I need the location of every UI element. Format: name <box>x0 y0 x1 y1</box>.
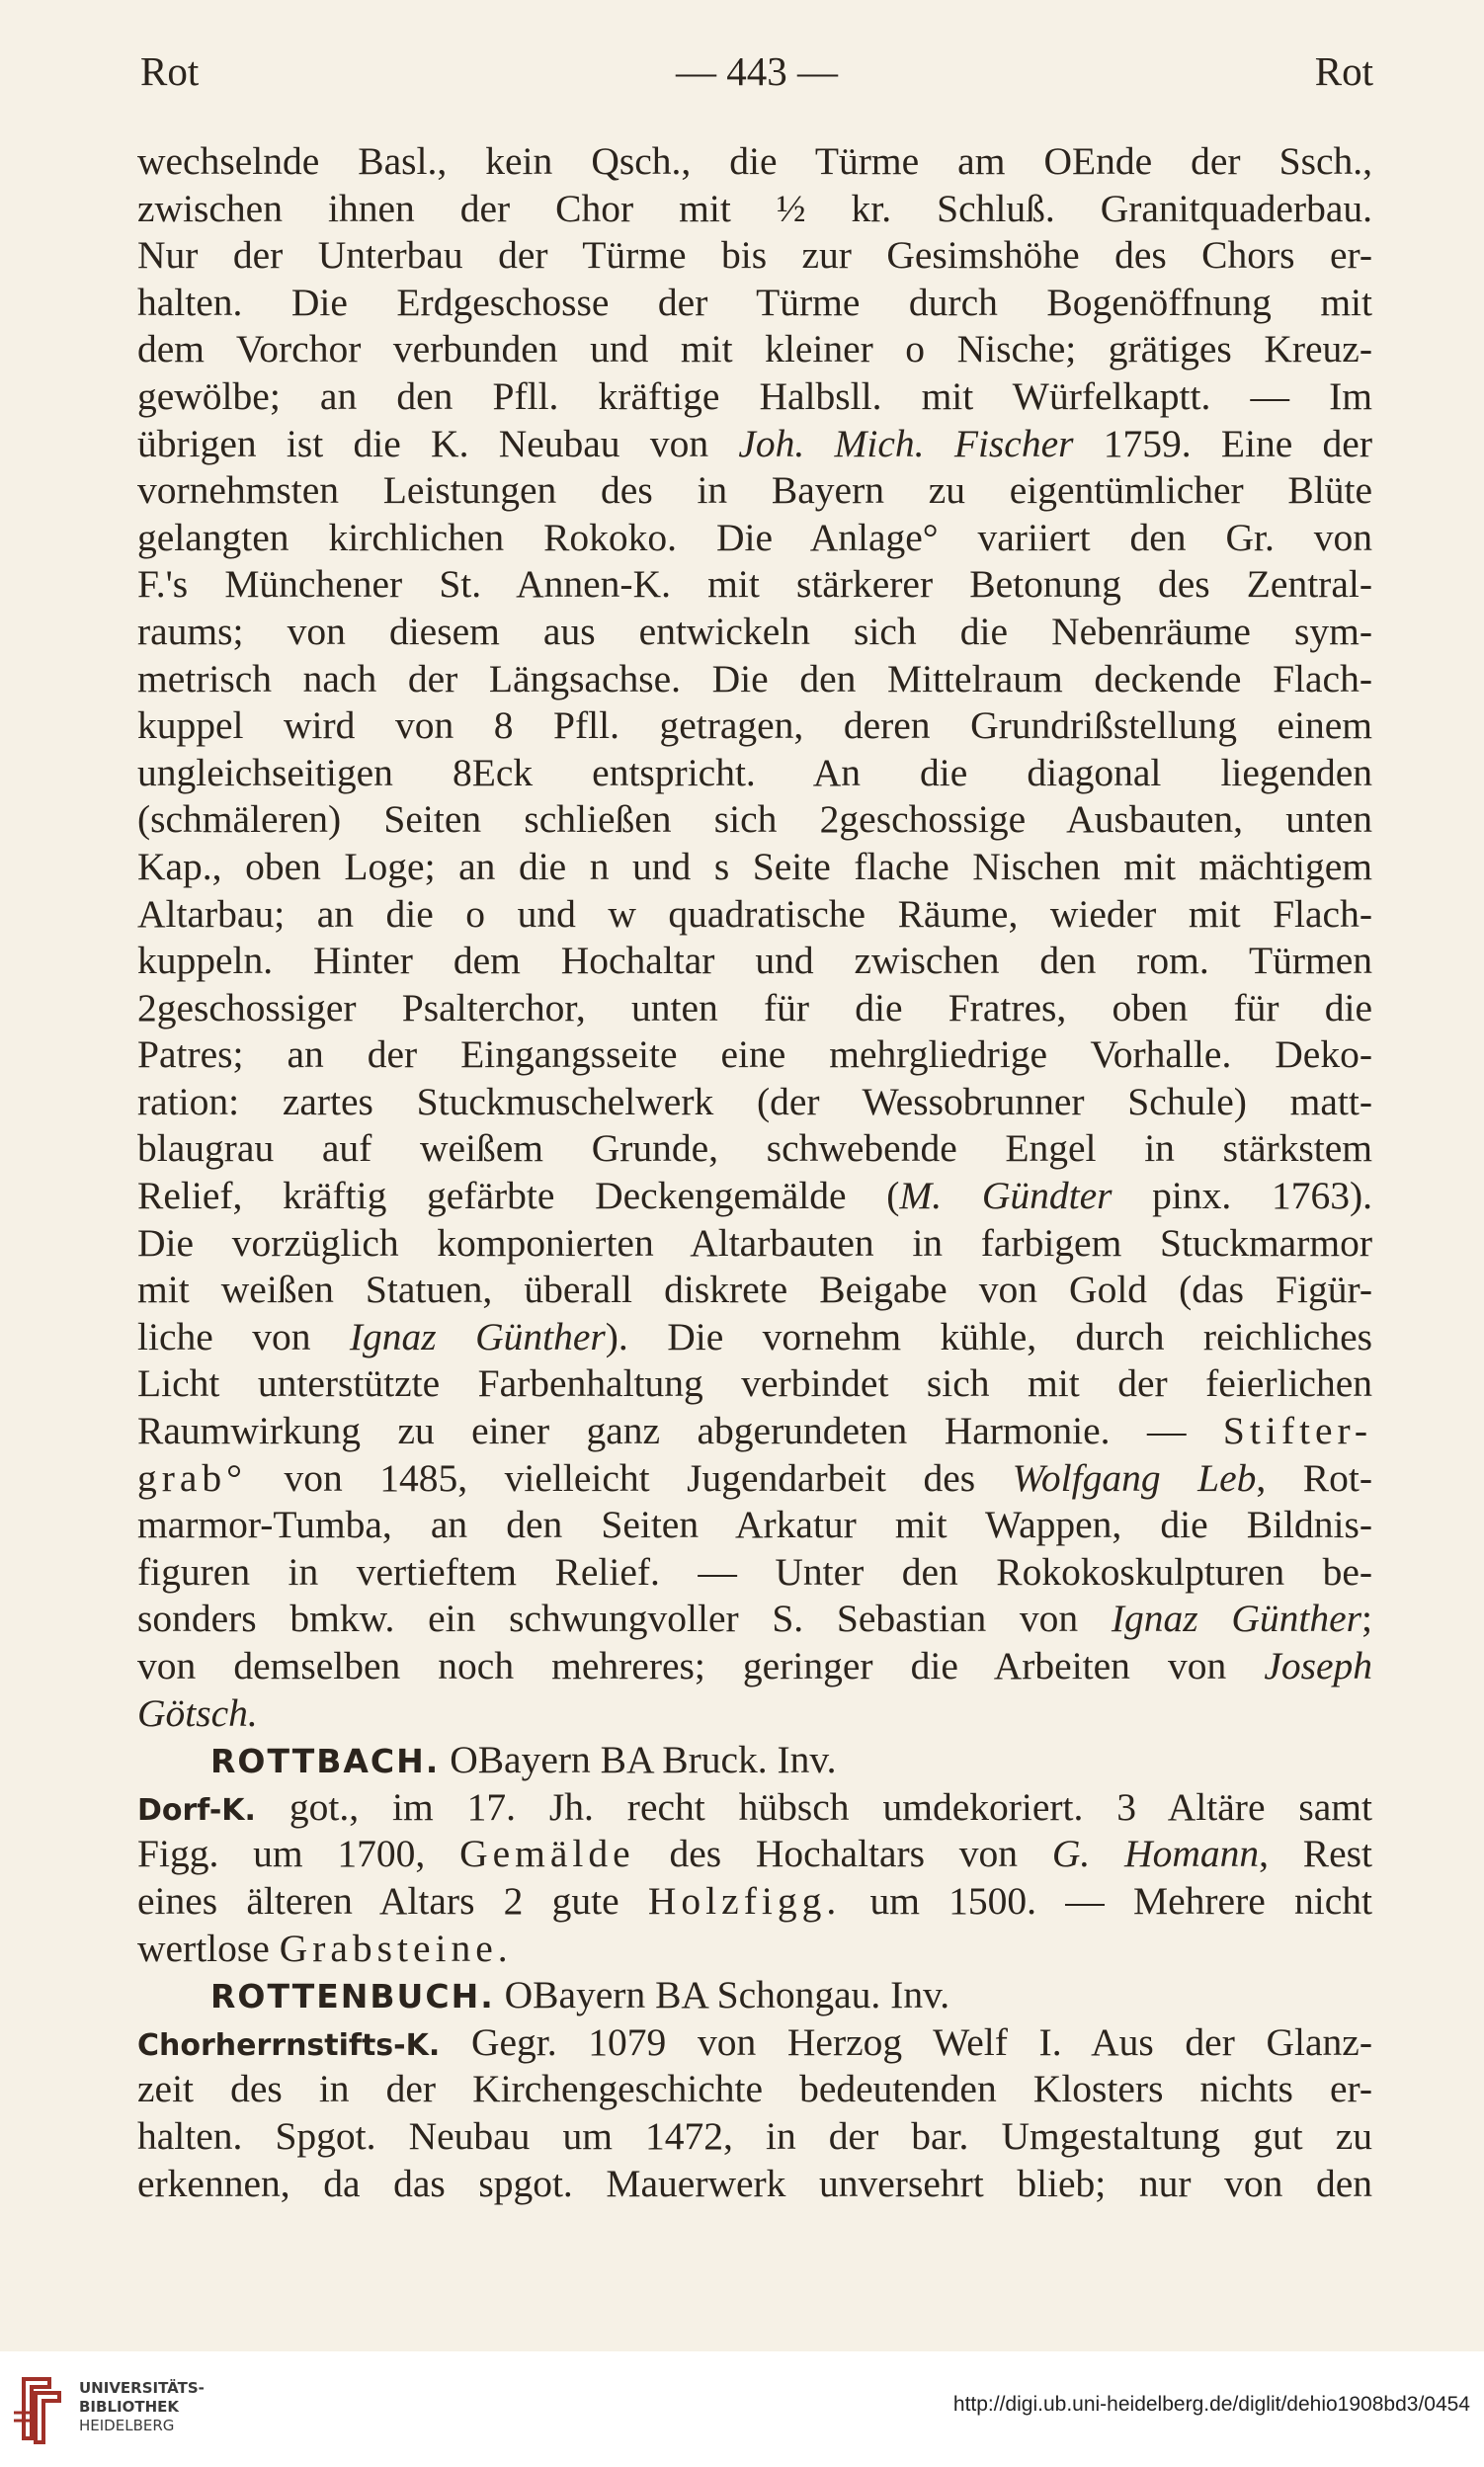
text-line: halten. Spgot. Neubau um 1472, in der bar. Umgestaltung gut zu <box>137 2113 1372 2158</box>
text-line: kuppeln. Hinter dem Hochaltar und zwischen den rom. Türmen <box>137 939 1372 983</box>
artist-name: Ignaz Günther <box>1111 1597 1362 1641</box>
text-run: 1759. Eine der <box>1073 421 1372 465</box>
text-line: Die vorzüglich komponierten Altarbauten in farbigem Stuckmarmor <box>137 1220 1372 1265</box>
artist-name: G. Homann <box>1051 1832 1260 1876</box>
text-line: Altarbau; an die o und w quadratische Räume, wieder mit Flach- <box>137 891 1372 936</box>
text-line: zwischen ihnen der Chor mit ½ kr. Schluß. Granitquaderbau. <box>137 186 1372 230</box>
text-line: metrisch nach der Längsachse. Die den Mittelraum deckende Flach- <box>137 656 1372 700</box>
text-line: blaugrau auf weißem Grunde, schwebende Engel in stärkstem <box>137 1126 1372 1171</box>
artist-name: Ignaz Günther <box>349 1314 606 1358</box>
text-run: um 1500. — Mehrere nicht <box>841 1878 1372 1923</box>
artist-name: Joseph <box>1264 1644 1372 1687</box>
body-text <box>137 138 1372 2207</box>
text-line: Nur der Unterbau der Türme bis zur Gesimshöhe des Chors er- <box>137 233 1372 278</box>
artist-name: Wolfgang Leb <box>1012 1455 1257 1500</box>
text-line <box>137 421 1372 468</box>
text-line <box>137 1643 1372 1690</box>
text-line: gewölbe; an den Pfll. kräftige Halbsll. mit Würfelkaptt. — Im <box>137 373 1372 418</box>
place-location: OBayern BA Bruck. Inv. <box>440 1738 837 1782</box>
text-run: , Rot- <box>1256 1455 1372 1500</box>
text-line: marmor-Tumba, an den Seiten Arkatur mit Wappen, die Bildnis- <box>137 1503 1372 1547</box>
text-line: figuren in vertieftem Relief. — Unter den Rokokoskulpturen be- <box>137 1549 1372 1594</box>
text-line: wechselnde Basl., kein Qsch., die Türme am OEnde der Ssch., <box>137 139 1372 183</box>
text-line: mit weißen Statuen, überall diskrete Beigabe von Gold (das Figür- <box>137 1268 1372 1312</box>
text-line: (schmäleren) Seiten schließen sich 2geschossige Ausbauten, unten <box>137 797 1372 842</box>
text-line: dem Vorchor verbunden und mit kleiner o Nische; grätiges Kreuz- <box>137 327 1372 371</box>
spaced-term: Stifter- <box>1222 1409 1372 1453</box>
text-line: Patres; an der Eingangsseite eine mehrgliedrige Vorhalle. Deko- <box>137 1032 1372 1077</box>
text-line: Licht unterstützte Farbenhaltung verbindet sich mit der feierlichen <box>137 1361 1372 1406</box>
text-line <box>137 1314 1372 1361</box>
text-line: Götsch. <box>137 1690 258 1735</box>
text-run: Relief, kräftig gefärbte Deckengemälde ( <box>137 1174 900 1218</box>
text-line <box>137 1408 1372 1455</box>
text-line <box>137 1926 1372 1973</box>
institution-name <box>79 2379 205 2435</box>
text-run: eines älteren Altars 2 gute <box>137 1878 648 1923</box>
institution-line: BIBLIOTHEK <box>79 2398 179 2416</box>
institution-line: HEIDELBERG <box>79 2417 175 2434</box>
text-line: halten. Die Erdgeschosse der Türme durch Bogenöffnung mit <box>137 280 1372 324</box>
text-run: got., im 17. Jh. recht hübsch umdekoriert. 3 Altäre samt <box>255 1784 1372 1829</box>
text-line <box>137 1455 1372 1503</box>
spaced-term: Gemälde <box>459 1832 635 1876</box>
text-run: sonders bmkw. ein schwungvoller S. Sebastian von <box>137 1597 1112 1641</box>
text-line: F.'s Münchener St. Annen-K. mit stärkerer Betonung des Zentral- <box>137 562 1372 607</box>
text-line <box>137 2019 1372 2067</box>
text-run: von 1485, vielleicht Jugendarbeit des <box>246 1455 1013 1500</box>
text-run: Figg. um 1700, <box>137 1832 460 1876</box>
text-run: pinx. 1763). <box>1112 1174 1372 1218</box>
text-run: des Hochaltars von <box>634 1832 1052 1876</box>
text-line <box>137 1173 1372 1220</box>
building-label: Dorf-K. <box>137 1792 256 1828</box>
text-line: 2geschossiger Psalterchor, unten für die Fratres, oben für die <box>137 985 1372 1029</box>
spaced-term: Grabsteine. <box>279 1926 513 1970</box>
text-run: Gegr. 1079 von Herzog Welf I. Aus der Glanz- <box>440 2019 1372 2064</box>
artist-name: M. Gündter <box>899 1174 1113 1218</box>
entry-heading <box>137 1972 1372 2019</box>
spaced-term: Holzfigg. <box>647 1878 842 1923</box>
library-logo-icon <box>10 2373 65 2446</box>
text-line: gelangten kirchlichen Rokoko. Die Anlage° variiert den Gr. von <box>137 515 1372 559</box>
text-run: liche von <box>137 1314 350 1358</box>
header-right: Rot <box>1314 48 1373 94</box>
text-line: kuppel wird von 8 Pfll. getragen, deren Grundrißstellung einem <box>137 703 1372 748</box>
institution-line: UNIVERSITÄTS- <box>79 2379 205 2397</box>
text-line <box>137 1878 1372 1926</box>
entry-heading <box>137 1737 1372 1784</box>
text-run: übrigen ist die K. Neubau von <box>137 421 739 465</box>
text-line: ration: zartes Stuckmuschelwerk (der Wessobrunner Schule) matt- <box>137 1079 1372 1123</box>
spaced-term: grab° <box>137 1455 247 1500</box>
text-run: ). Die vornehm kühle, durch reichliches <box>605 1314 1372 1358</box>
header-left: Rot <box>140 48 200 94</box>
running-header <box>140 47 1373 97</box>
footer-bar <box>0 2351 1484 2467</box>
text-line: raums; von diesem aus entwickeln sich die Nebenräume sym- <box>137 609 1372 653</box>
text-line: ungleichseitigen 8Eck entspricht. An die diagonal liegenden <box>137 750 1372 794</box>
text-run: Raumwirkung zu einer ganz abgerundeten Harmonie. — <box>137 1409 1223 1453</box>
text-run: wertlose <box>137 1926 280 1970</box>
text-run: , Rest <box>1259 1832 1373 1876</box>
text-line: vornehmsten Leistungen des in Bayern zu eigentümlicher Blüte <box>137 468 1372 513</box>
text-line <box>137 1596 1372 1643</box>
text-line: Kap., oben Loge; an die n und s Seite flache Nischen mit mächtigem <box>137 844 1372 888</box>
text-run: ; <box>1361 1597 1372 1641</box>
place-name: ROTTENBUCH. <box>210 1977 495 2016</box>
text-line <box>137 1831 1372 1878</box>
building-label: Chorherrnstifts-K. <box>137 2027 441 2063</box>
text-line: zeit des in der Kirchengeschichte bedeutenden Klosters nichts er- <box>137 2067 1372 2111</box>
place-name: ROTTBACH. <box>210 1742 441 1781</box>
text-line <box>137 1784 1372 1832</box>
text-line: erkennen, da das spgot. Mauerwerk unversehrt blieb; nur von den <box>137 2161 1372 2205</box>
place-location: OBayern BA Schongau. Inv. <box>494 1973 950 2017</box>
artist-name: Joh. Mich. Fischer <box>738 421 1074 465</box>
text-run: von demselben noch mehreres; geringer die Arbeiten von <box>137 1644 1265 1687</box>
source-url-link[interactable]: http://digi.ub.uni-heidelberg.de/diglit/dehio1908bd3/0454 <box>952 2393 1470 2416</box>
page-number: — 443 — <box>676 48 838 94</box>
